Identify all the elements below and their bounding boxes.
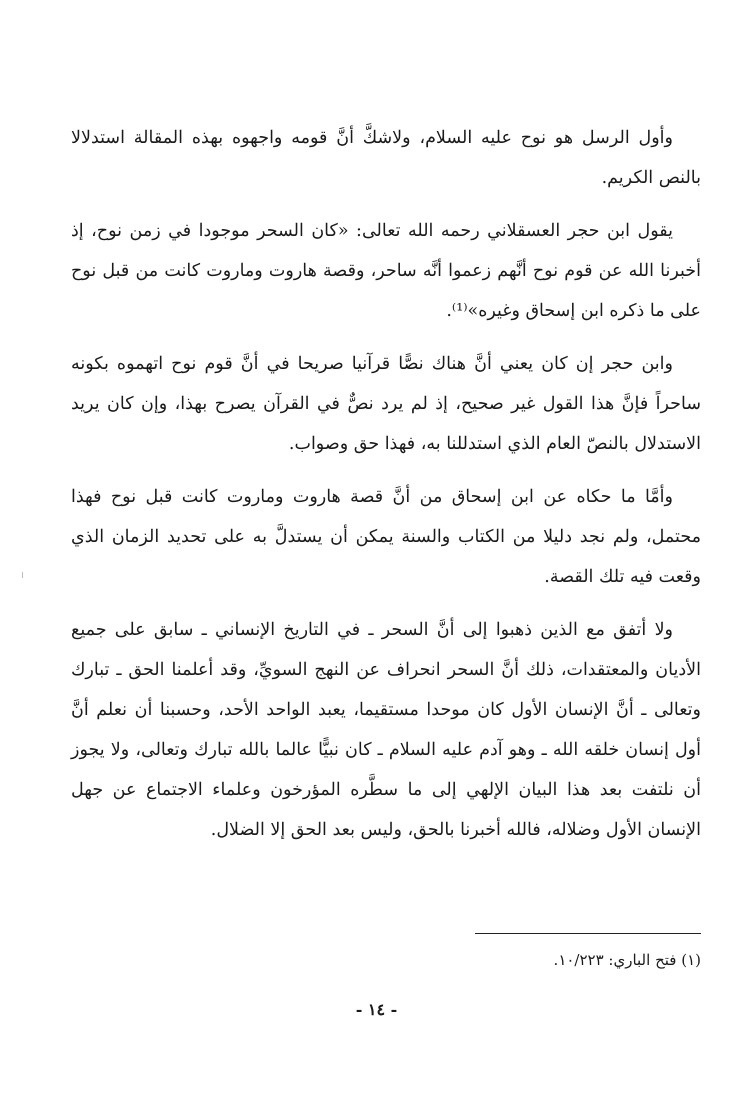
footnote: (١) فتح الباري: ١٠/٢٢٣. <box>553 951 701 969</box>
footnote-divider <box>475 933 701 934</box>
main-text <box>71 118 701 863</box>
scan-mark <box>22 572 23 578</box>
page-number: - ١٤ - <box>355 1000 398 1019</box>
paragraph-3: وابن حجر إن كان يعني أنَّ هناك نصًّا قرآنيا صريحا في أنَّ قوم نوح اتهموه بكونه ساحراً فإنَّ هذا القول غير صحيح، إذ لم يرد نصٌّ في القرآن يصرح بهذا، وإن كان يريد الاستدلال بالنصّ العام الذي استدللنا به، فهذا حق وصواب. <box>71 354 701 454</box>
paragraph-2: يقول ابن حجر العسقلاني رحمه الله تعالى: «كان السحر موجودا في زمن نوح، إذ أخبرنا الله عن قوم نوح أنَّهم زعموا أنَّه ساحر، وقصة هاروت وماروت كانت من قبل نوح على ما ذكره ابن إسحاق وغيره»⁽¹⁾. <box>71 221 701 321</box>
paragraph-4: وأمَّا ما حكاه عن ابن إسحاق من أنَّ قصة هاروت وماروت كانت قبل نوح فهذا محتمل، ولم نجد دليلا من الكتاب والسنة يمكن أن يستدلَّ به على تحديد الزمان الذي وقعت فيه تلك القصة. <box>71 487 701 587</box>
paragraph-5: ولا أتفق مع الذين ذهبوا إلى أنَّ السحر ـ في التاريخ الإنساني ـ سابق على جميع الأديان والمعتقدات، ذلك أنَّ السحر انحراف عن النهج السويِّ، وقد أعلمنا الحق ـ تبارك وتعالى ـ أنَّ الإنسان الأول كان موحدا مستقيما، يعبد الواحد الأحد، وحسبنا أن نعلم أنَّ أول إنسان خلقه الله ـ وهو آدم عليه السلام ـ كان نبيًّا عالما بالله تبارك وتعالى، ولا يجوز أن نلتفت بعد هذا البيان الإلهي إلى ما سطَّره المؤرخون وعلماء الاجتماع عن جهل الإنسان الأول وضلاله، فالله أخبرنا بالحق، وليس بعد الحق إلا الضلال. <box>71 620 701 840</box>
paragraph-1: وأول الرسل هو نوح عليه السلام، ولاشكَّ أنَّ قومه واجهوه بهذه المقالة استدلالا بالنص الكريم. <box>71 128 701 188</box>
